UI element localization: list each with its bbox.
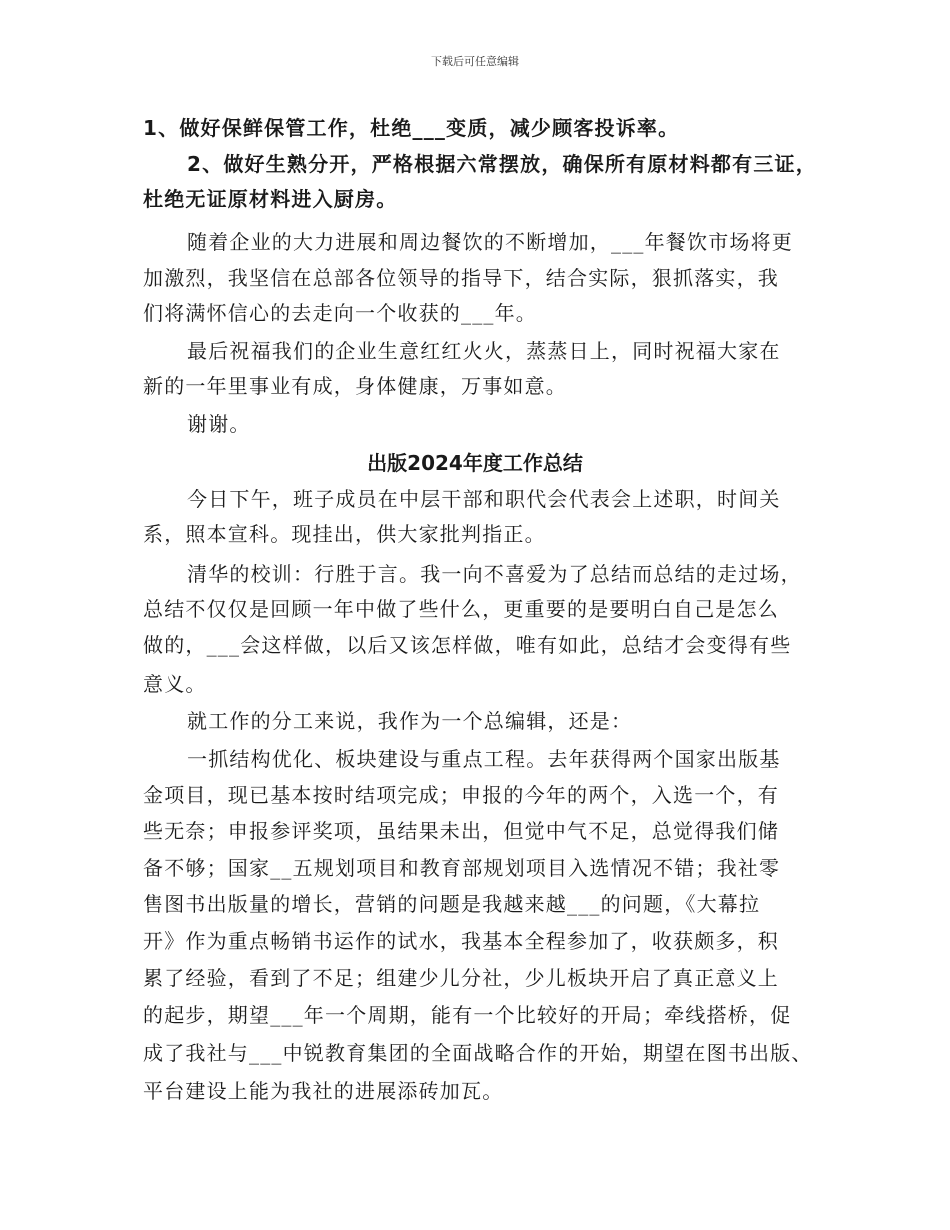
paragraph-line: 一抓结构优化、板块建设与重点工程。去年获得两个国家出版基 xyxy=(187,747,781,771)
paragraph-line: 售图书出版量的增长，营销的问题是我越来越___的问题，《大幕拉 xyxy=(143,892,761,916)
paragraph-line: 最后祝福我们的企业生意红红火火，蒸蒸日上，同时祝福大家在 xyxy=(187,339,781,363)
numbered-item-2-cont: 杜绝无证原材料进入厨房。 xyxy=(143,187,398,211)
paragraph-line: 系，照本宣科。现挂出，供大家批判指正。 xyxy=(143,522,546,546)
section-title: 出版2024年度工作总结 xyxy=(367,451,583,475)
paragraph-line: 今日下午，班子成员在中层干部和职代会代表会上述职，时间关 xyxy=(187,487,781,511)
paragraph-line: 做的，___会这样做，以后又该怎样做，唯有如此，总结才会变得有些 xyxy=(143,633,792,657)
paragraph-line: 就工作的分工来说，我作为一个总编辑，还是： xyxy=(187,709,633,733)
paragraph-line: 成了我社与___中锐教育集团的全面战略合作的开始，期望在图书出版、 xyxy=(143,1041,813,1065)
numbered-item-2: 2、做好生熟分开，严格根据六常摆放，确保所有原材料都有三证， xyxy=(187,152,817,176)
paragraph-line: 些无奈；申报参评奖项，虽结果未出，但觉中气不足，总觉得我们储 xyxy=(143,819,779,843)
paragraph-line: 金项目，现已基本按时结项完成；申报的今年的两个，入选一个，有 xyxy=(143,783,779,807)
paragraph-line: 谢谢。 xyxy=(187,412,251,436)
paragraph-line: 意义。 xyxy=(143,672,207,696)
paragraph-line: 累了经验，看到了不足；组建少儿分社，少儿板块开启了真正意义上 xyxy=(143,966,779,990)
paragraph-line: 总结不仅仅是回顾一年中做了些什么，更重要的是要明白自己是怎么 xyxy=(143,597,779,621)
paragraph-line: 们将满怀信心的去走向一个收获的___年。 xyxy=(143,301,537,325)
numbered-item-1: 1、做好保鲜保管工作，杜绝___变质，减少顾客投诉率。 xyxy=(143,116,680,140)
paragraph-line: 的起步，期望___年一个周期，能有一个比较好的开局；牵线搭桥，促 xyxy=(143,1003,792,1027)
paragraph-line: 新的一年里事业有成，身体健康，万事如意。 xyxy=(143,374,567,398)
page-header: 下载后可任意编辑 xyxy=(431,55,519,68)
paragraph-line: 随着企业的大力进展和周边餐饮的不断增加，___年餐饮市场将更 xyxy=(187,230,793,254)
paragraph-line: 清华的校训：行胜于言。我一向不喜爱为了总结而总结的走过场， xyxy=(187,562,802,586)
paragraph-line: 加激烈，我坚信在总部各位领导的指导下，结合实际，狠抓落实，我 xyxy=(143,266,779,290)
paragraph-line: 备不够；国家__五规划项目和教育部规划项目入选情况不错；我社零 xyxy=(143,856,781,880)
paragraph-line: 平台建设上能为我社的进展添砖加瓦。 xyxy=(143,1079,504,1103)
paragraph-line: 开》作为重点畅销书运作的试水，我基本全程参加了，收获颇多，积 xyxy=(143,929,779,953)
